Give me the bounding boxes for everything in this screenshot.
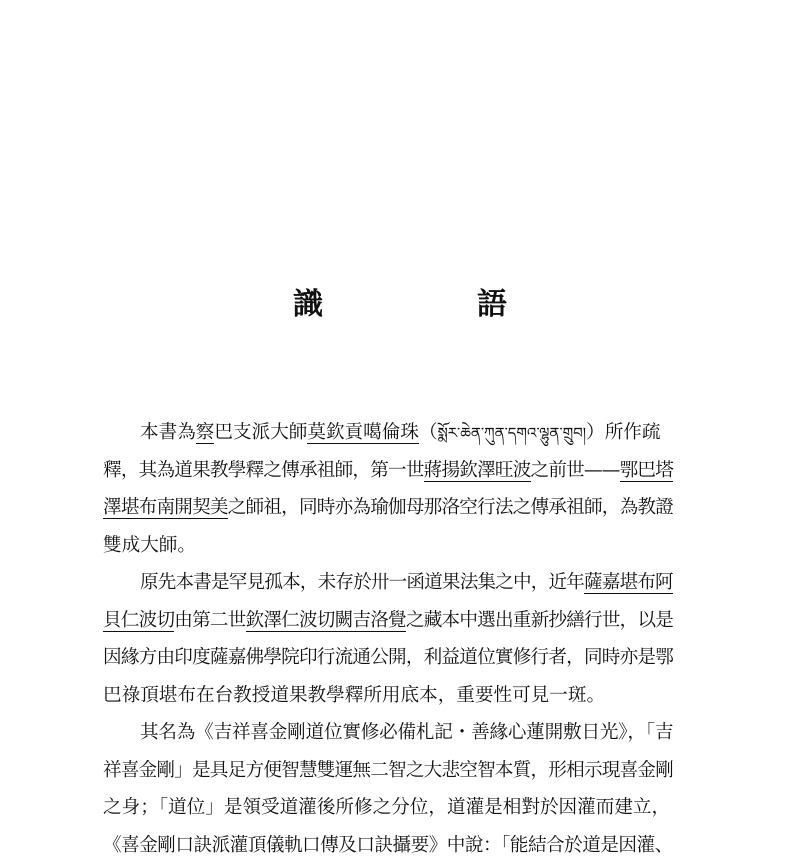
text-segment: 由第二世: [174, 610, 245, 631]
text-segment: 之身；「道位」是領受道灌後所修之分位，道灌是相對於因灌而建立，: [103, 797, 670, 818]
text-segment: 因緣方由印度薩嘉佛學院印行流通公開，利益道位實修行者，同時亦是鄂: [103, 647, 673, 668]
underlined-name: 闕吉洛覺: [335, 610, 406, 632]
underlined-name: 莫欽貢噶倫珠: [307, 422, 419, 444]
text-line: [103, 602, 673, 640]
text-segment: 《喜金剛口訣派灌頂儀軌口傳及口訣攝要》中說：「能結合於道是因灌、: [103, 835, 673, 856]
paragraph: [103, 564, 673, 714]
body-text: [103, 414, 673, 864]
text-line: [103, 789, 673, 827]
text-segment: 祥喜金剛」是具足方便智慧雙運無二智之大悲空智本質，形相示現喜金剛: [103, 760, 673, 781]
underlined-name: 察: [196, 422, 215, 444]
text-segment: 巴祿頂堪布在台教授道果教學釋所用底本，重要性可見一斑。: [103, 685, 605, 706]
text-line: [103, 677, 673, 715]
underlined-name: 澤堪布: [103, 497, 156, 519]
text-line: [103, 527, 673, 565]
text-line: [103, 489, 673, 527]
underlined-name: 貝仁波切: [103, 610, 174, 632]
paragraph: [103, 714, 673, 864]
text-segment: 釋，其為道果教學釋之傳承祖師，第一世: [103, 460, 424, 481]
underlined-name: 南開契美: [156, 497, 227, 519]
text-segment: 原先本書是罕見孤本，未存於卅一函道果法集之中，近年: [140, 572, 584, 593]
text-line: [103, 452, 673, 490]
underlined-name: 蔣揚欽澤旺波: [424, 460, 531, 482]
text-segment: 之前世——: [531, 460, 620, 481]
text-segment: （: [419, 422, 438, 443]
text-segment: 之師祖，同時亦為瑜伽母那洛空行法之傳承祖師，為教證: [228, 497, 673, 518]
text-line: [103, 639, 673, 677]
text-segment: 之藏本中選出重新抄繕行世，以是: [406, 610, 673, 631]
text-line: [103, 564, 673, 602]
page-title: 識 語: [0, 285, 800, 325]
text-line: [103, 714, 673, 752]
text-segment: ）所作疏: [586, 422, 660, 443]
text-line: [103, 827, 673, 864]
text-segment: 雙成大師。: [103, 535, 196, 556]
text-segment: 其名為《吉祥喜金剛道位實修必備札記・善緣心蓮開敷日光》，「吉: [140, 722, 673, 743]
text-segment: 本書為: [140, 422, 196, 443]
text-line: [103, 414, 673, 452]
tibetan-name: སྨོར་ཆེན་ཀུན་དགའ་ལྷུན་གྲུབ།: [438, 424, 587, 442]
text-line: [103, 752, 673, 790]
paragraph: [103, 414, 673, 564]
underlined-name: 鄂巴塔: [620, 460, 673, 482]
underlined-name: 欽澤仁波切: [246, 610, 335, 632]
text-segment: 巴支派大師: [214, 422, 307, 443]
underlined-name: 薩嘉堪布阿: [584, 572, 673, 594]
